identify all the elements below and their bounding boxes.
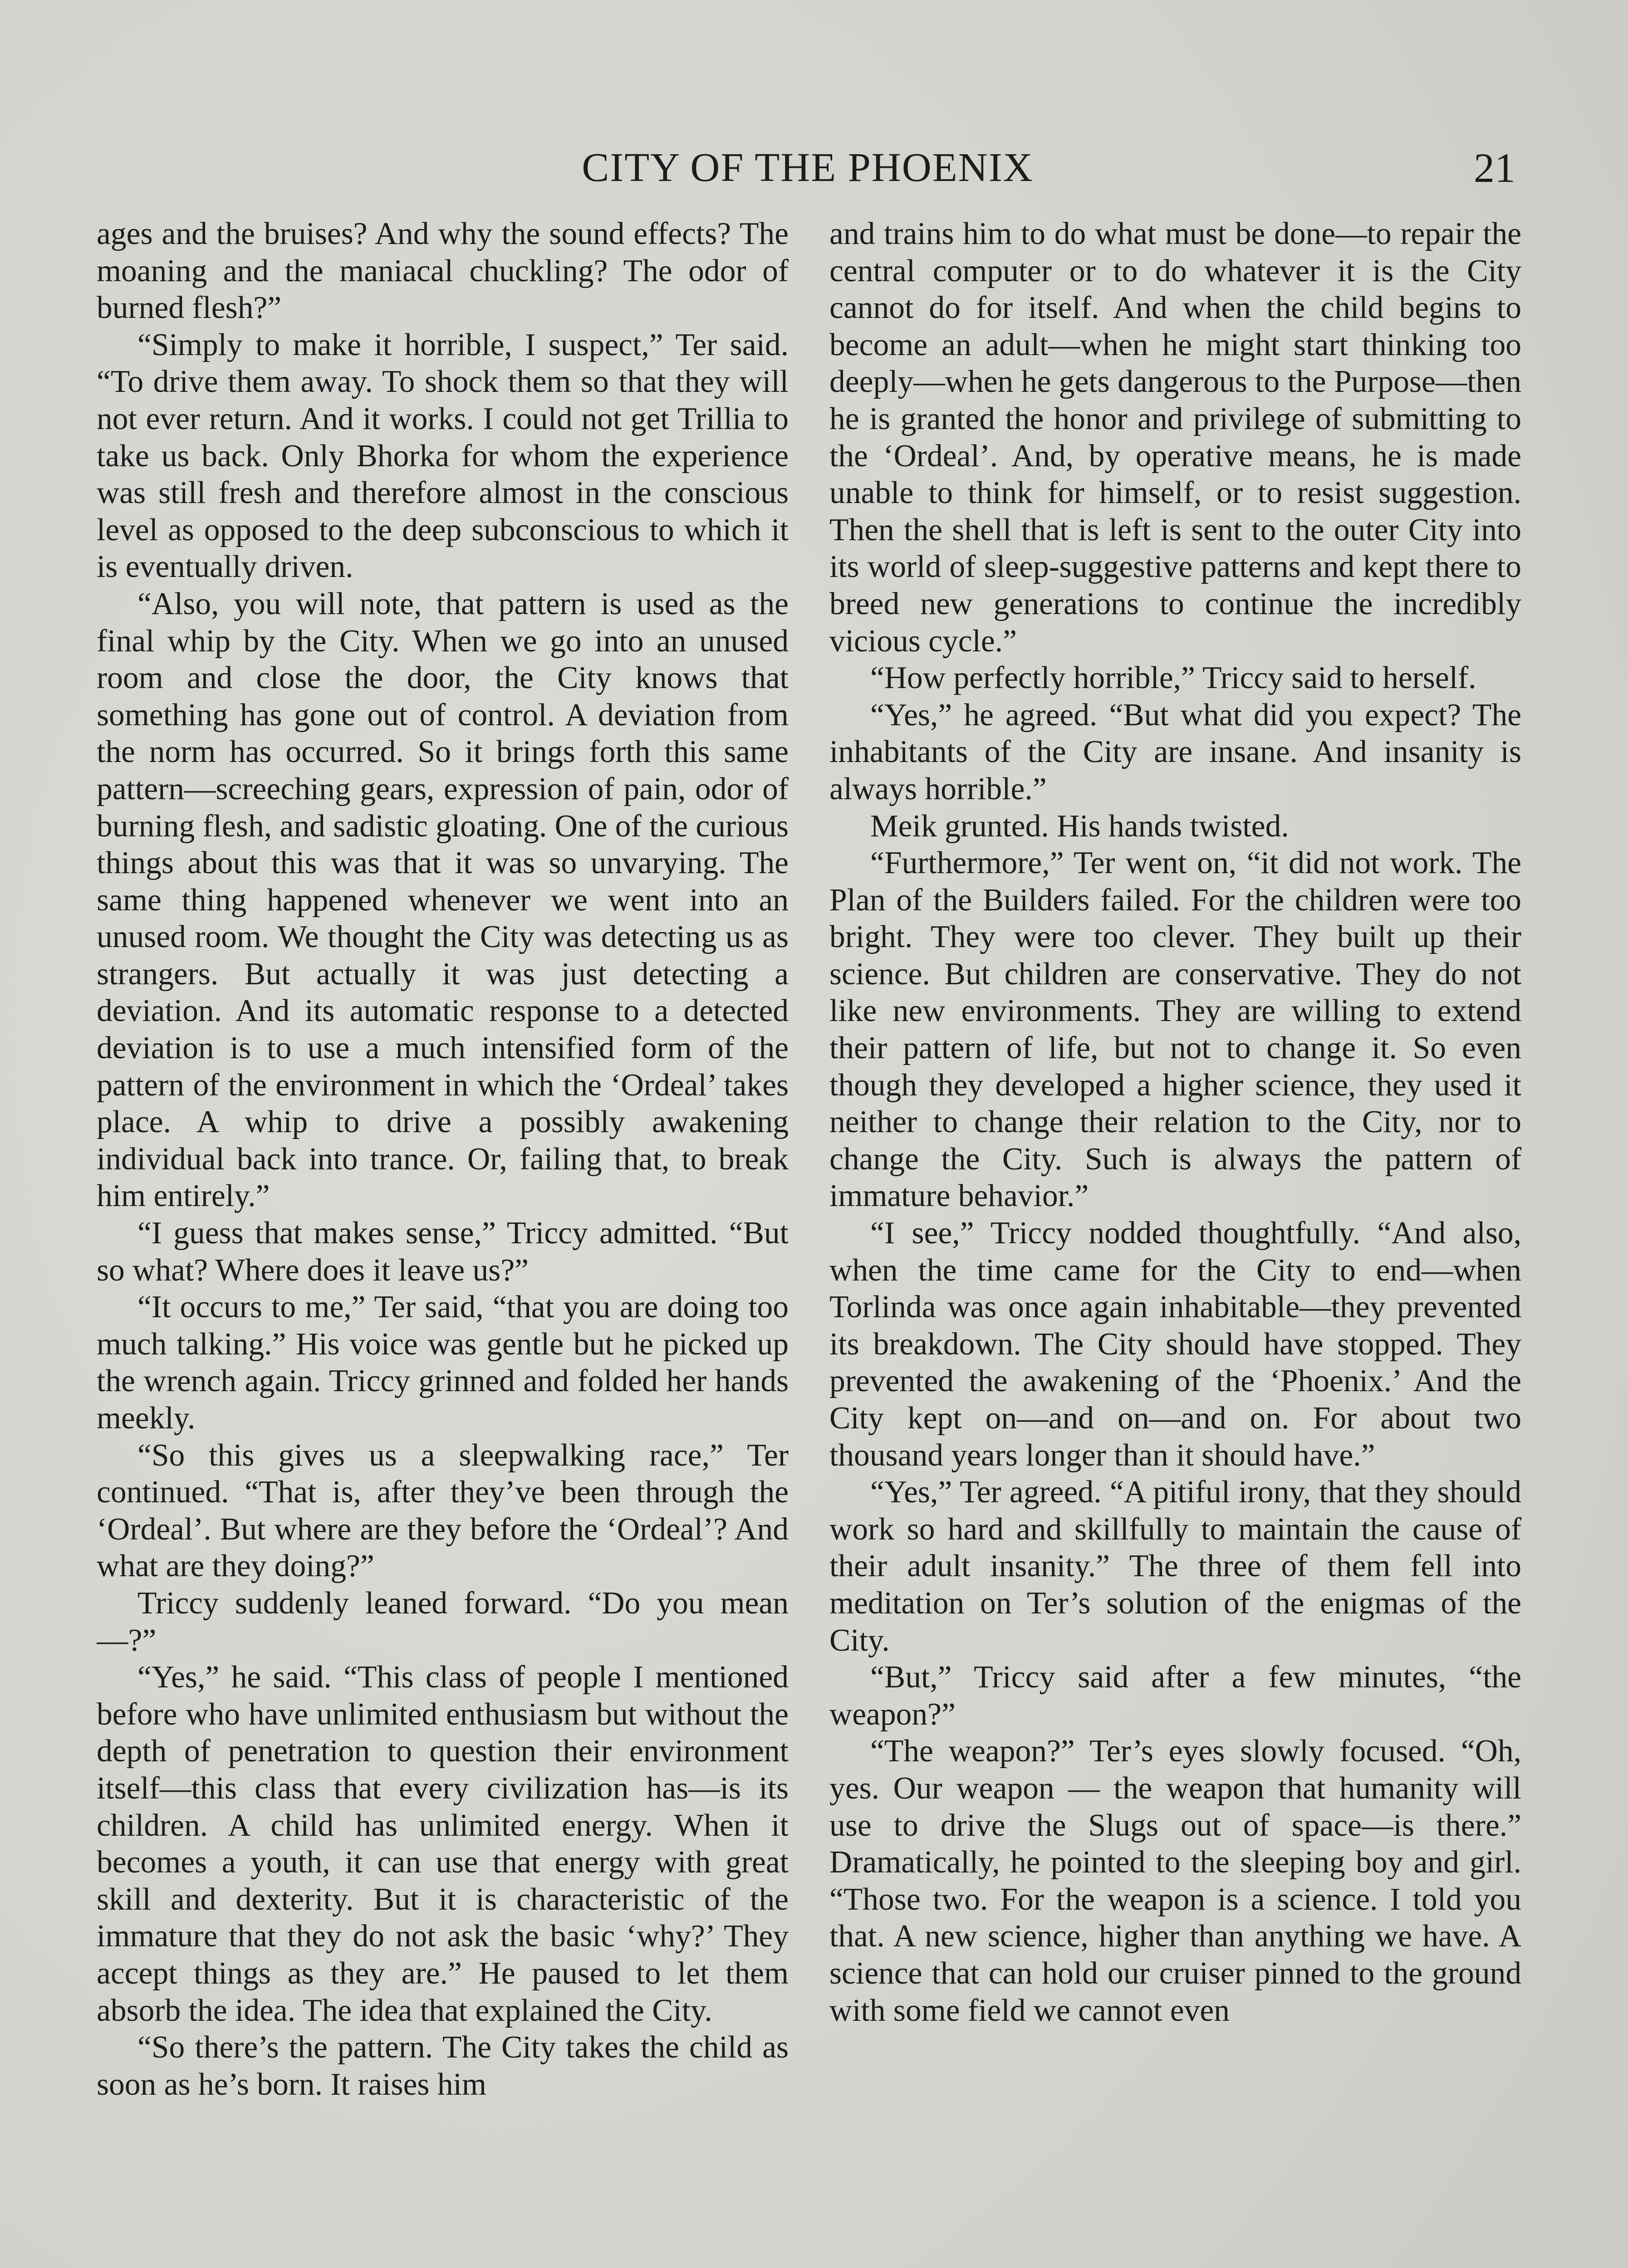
paragraph: “How perfectly horrible,” Triccy said to herself. <box>870 660 1476 696</box>
paragraph: “Furthermore,” Ter went on, “it did not work. The Plan of the Builders failed. For the children were too bright. They were too clever. They built up their science. But children are conservative. They do not like new environments. They are willing to extend their pattern of life, but not to change it. So even though they developed a higher science, they used it neither to change their relation to the City, nor to change the City. Such is always the pattern of immature behavior.” <box>829 846 1521 1214</box>
paragraph: “Yes,” he said. “This class of people I mentioned before who have unlimited enthusiasm but without the depth of penetration to question their environment itself—this class that every civilization has—is its children. A child has unlimited energy. When it becomes a youth, it can use that energy with great skill and dexterity. But it is characteristic of the immature that they do not ask the basic ‘why?’ They accept things as they are.” He paused to let them absorb the idea. The idea that explained the City. <box>97 1660 789 2028</box>
left-text-column <box>97 215 789 2268</box>
book-title: CITY OF THE PHOENIX <box>582 145 1034 190</box>
paragraph: “It occurs to me,” Ter said, “that you are doing too much talking.” His voice was gentle but he picked up the wrench again. Triccy grinned and folded her hands meekly. <box>97 1290 789 1436</box>
paragraph: “But,” Triccy said after a few minutes, “the weapon?” <box>829 1660 1521 1732</box>
paragraph: “So there’s the pattern. The City takes the child as soon as he’s born. It raises him <box>97 2030 789 2102</box>
paragraph: “Simply to make it horrible, I suspect,” Ter said. “To drive them away. To shock them so that they will not ever return. And it works. I could not get Trillia to take us back. Only Bhorka for whom the experience was still fresh and therefore almost in the conscious level as opposed to the deep subconscious to which it is eventually driven. <box>97 327 789 585</box>
running-head <box>91 136 1525 200</box>
paragraph: Triccy suddenly leaned forward. “Do you mean—?” <box>97 1585 789 1658</box>
page-number: 21 <box>1474 145 1515 191</box>
paragraph: “The weapon?” Ter’s eyes slowly focused. “Oh, yes. Our weapon — the weapon that humanity will use to drive the Slugs out of space—is there.” Dramatically, he pointed to the sleeping boy and girl. “Those two. For the weapon is a science. I told you that. A new science, higher than anything we have. A science that can hold our cruiser pinned to the ground with some field we cannot even <box>829 1734 1521 2028</box>
paragraph: “Also, you will note, that pattern is used as the final whip by the City. When we go into an unused room and close the door, the City knows that something has gone out of control. A deviation from the norm has occurred. So it brings forth this same pattern—screeching gears, expression of pain, odor of burning flesh, and sadistic gloating. One of the curious things about this was that it was so unvarying. The same thing happened whenever we went into an unused room. We thought the City was detecting us as strangers. But actually it was just detecting a deviation. And its automatic response to a detected deviation is to use a much intensified form of the pattern of the environment in which the ‘Ordeal’ takes place. A whip to drive a possibly awakening individual back into trance. Or, failing that, to break him entirely.” <box>97 586 789 1214</box>
paragraph: “Yes,” he agreed. “But what did you expect? The inhabitants of the City are insane. And insanity is always horrible.” <box>829 697 1521 807</box>
paragraph: ages and the bruises? And why the sound effects? The moaning and the maniacal chuckling? The odor of burned flesh?” <box>97 216 789 326</box>
right-text-column <box>829 215 1521 2268</box>
paragraph: “Yes,” Ter agreed. “A pitiful irony, that they should work so hard and skillfully to maintain the cause of their adult insanity.” The three of them fell into meditation on Ter’s solution of the enigmas of the City. <box>829 1475 1521 1658</box>
paragraph: “I see,” Triccy nodded thoughtfully. “And also, when the time came for the City to end—when Torlinda was once again inhabitable—they prevented its breakdown. The City should have stopped. They prevented the awakening of the ‘Phoenix.’ And the City kept on—and on—and on. For about two thousand years longer than it should have.” <box>829 1216 1521 1473</box>
paragraph: “So this gives us a sleepwalking race,” Ter continued. “That is, after they’ve been through the ‘Ordeal’. But where are they before the ‘Ordeal’? And what are they doing?” <box>97 1437 789 1584</box>
paragraph: “I guess that makes sense,” Triccy admitted. “But so what? Where does it leave us?” <box>97 1216 789 1288</box>
paragraph: Meik grunted. His hands twisted. <box>870 808 1289 844</box>
paragraph: and trains him to do what must be done—to repair the central computer or to do whatever it is the City cannot do for itself. And when the child begins to become an adult—when he might start thinking too deeply—when he gets dangerous to the Purpose—then he is granted the honor and privilege of submitting to the ‘Ordeal’. And, by operative means, he is made unable to think for himself, or to resist suggestion. Then the shell that is left is sent to the outer City into its world of sleep-suggestive patterns and kept there to breed new generations to continue the incredibly vicious cycle.” <box>829 216 1521 659</box>
